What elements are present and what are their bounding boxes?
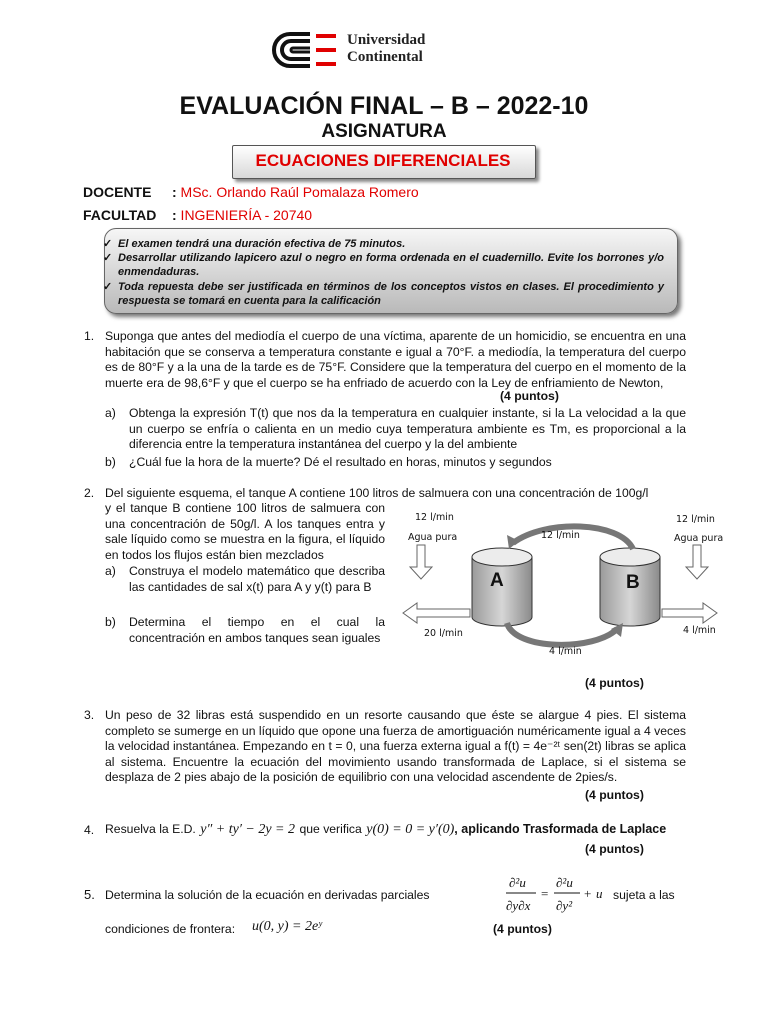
q4-text2: que verifica [299, 822, 362, 836]
q1-b-label: b) [105, 455, 116, 469]
facultad-value [172, 207, 312, 223]
bottom-flow-arrow [507, 623, 617, 645]
svg-text:∂²u: ∂²u [509, 875, 526, 890]
inflow-right-name: Agua pura [674, 533, 724, 544]
inflow-left-arrow [410, 545, 432, 579]
q4-line [105, 820, 705, 838]
top-flow-rate: 12 l/min [541, 530, 580, 541]
q2-text-line1: Del siguiente esquema, el tanque A contiene 100 litros de salmuera con una concentración de 100g/l [105, 486, 649, 500]
inflow-right-arrow [686, 545, 708, 579]
tank-b-label: B [626, 572, 640, 593]
docente-label: DOCENTE [83, 184, 152, 200]
instruction-item: ✓ Desarrollar utilizando lapicero azul o negro en forma ordenada en el cuadernillo. Evite los borrones y/o enmendaduras. [103, 252, 664, 278]
q3-points: (4 puntos) [585, 788, 644, 802]
q5-text2: sujeta a las [613, 888, 675, 902]
subject-heading: ASIGNATURA [321, 121, 447, 142]
q1-text: Suponga que antes del mediodía el cuerpo de una víctima, aparente de un homicidio, se encuentra en una habitación que se conserva a temperatura constante e igual a 70°F. a mediodía, la temperatura del cuerpo es de 80°F y a la una de la tarde es de 75°F. Considere que la temperatura del cuerpo en el momento de la muerte era de 98,6°F y que el cuerpo se ha enfriado de acuerdo con la Ley de enfriamiento de Newton, [105, 329, 686, 390]
q2-text: y el tanque B contiene 100 litros de salmuera con una concentración de 50g/l. A los tanques entra y sale líquido como se muestra en la figura, el líquido en todos los flujos están bien mezclados [105, 501, 385, 562]
university-line1: Universidad [347, 32, 426, 48]
inflow-left-rate: 12 l/min [415, 512, 454, 523]
bottom-flow-rate: 4 l/min [549, 646, 582, 657]
q1-b-text: ¿Cuál fue la hora de la muerte? Dé el resultado en horas, minutos y segundos [129, 455, 552, 469]
facultad-label: FACULTAD [83, 207, 157, 223]
q1-a-text: Obtenga la expresión T(t) que nos da la temperatura en cualquier instante, si la La velocidad a la que un cuerpo se enfría o calienta en un medio cuya temperatura ambiente es Tm, es proporcional a la diferencia entre la temperatura instantánea del cuerpo y la del ambiente [129, 406, 686, 452]
outflow-left-rate: 20 l/min [424, 628, 463, 639]
q3-text: Un peso de 32 libras está suspendido en un resorte causando que éste se alargue 4 pies. El sistema completo se sumerge en un líquido que opone una fuerza de amortiguación numéricamente igual a 4 veces la velocidad instantánea. Empezando en t = 0, una fuerza externa igual a f(t) = 4e⁻²ᵗ sen(2t) libras se aplica al sistema. Encuentre la ecuación del movimiento usando transformada de Laplace, si el sistema se desplaza de 2 pies abajo de la posición de equilibrio con una velocidad ascendente de 2pies/s. [105, 708, 686, 785]
svg-text:u: u [596, 886, 603, 901]
outflow-right-rate: 4 l/min [683, 625, 716, 636]
q4-equation: y″ + ty′ − 2y = 2 [200, 822, 296, 837]
q1-a-label: a) [105, 406, 116, 420]
svg-text:+: + [584, 886, 592, 901]
q4-text3: , aplicando Trasformada de Laplace [454, 822, 667, 836]
q4-condition: y(0) = 0 = y′(0) [366, 822, 455, 837]
q2-points: (4 puntos) [585, 676, 644, 690]
q2-b-label: b) [105, 615, 116, 629]
course-name: ECUACIONES DIFERENCIALES [255, 151, 511, 170]
q5-text1: Determina la solución de la ecuación en derivadas parciales [105, 888, 430, 902]
q2-number: 2. [84, 486, 95, 500]
q2-a-text: Construya el modelo matemático que describa las cantidades de sal x(t) para A y y(t) para B [129, 564, 385, 594]
q4-points: (4 puntos) [585, 842, 644, 856]
svg-text:=: = [541, 886, 549, 901]
docente-colon: : [172, 184, 177, 200]
tank-diagram [395, 505, 725, 665]
facultad-name: INGENIERÍA - 20740 [176, 207, 313, 223]
q2-a-label: a) [105, 564, 116, 578]
q5-points: (4 puntos) [493, 922, 552, 936]
q5-text3: condiciones de frontera: [105, 922, 236, 936]
q2-b-text: Determina el tiempo en el cual la concentración en ambos tanques sean iguales [129, 615, 385, 645]
university-name [347, 32, 425, 66]
svg-text:∂y∂x: ∂y∂x [506, 898, 531, 913]
tank-a-label: A [490, 570, 504, 591]
check-icon: ✓ [103, 238, 113, 250]
check-icon: ✓ [103, 252, 113, 264]
q5-boundary: u(0, y) = 2eʸ [252, 919, 322, 934]
svg-text:∂²u: ∂²u [556, 875, 573, 890]
instruction-item: ✓ Toda repuesta debe ser justificada en términos de los conceptos vistos en clases. El procedimiento y respuesta se tomará en cuenta para la calificación [103, 281, 664, 307]
inflow-left-name: Agua pura [408, 532, 458, 543]
instruction-item: ✓ El examen tendrá una duración efectiva de 75 minutos. [103, 238, 406, 250]
q4-number: 4. [84, 823, 95, 837]
outflow-left-arrow [403, 603, 470, 623]
q3-number: 3. [84, 708, 95, 722]
exam-title: EVALUACIÓN FINAL – B – 2022-10 [179, 92, 589, 120]
facultad-colon: : [172, 207, 177, 223]
pde-equation [505, 872, 607, 916]
outflow-right-arrow [662, 603, 717, 623]
svg-text:∂y²: ∂y² [556, 898, 573, 913]
inflow-right-rate: 12 l/min [676, 514, 715, 525]
q5-number: 5. [84, 887, 95, 902]
check-icon: ✓ [103, 281, 113, 293]
docente-value [172, 184, 419, 200]
docente-name: MSc. Orlando Raúl Pomalaza Romero [176, 184, 419, 200]
university-line2: Continental [347, 49, 423, 65]
q4-text1: Resuelva la E.D. [105, 822, 196, 836]
q1-points: (4 puntos) [500, 389, 559, 403]
q1-number: 1. [84, 329, 95, 343]
